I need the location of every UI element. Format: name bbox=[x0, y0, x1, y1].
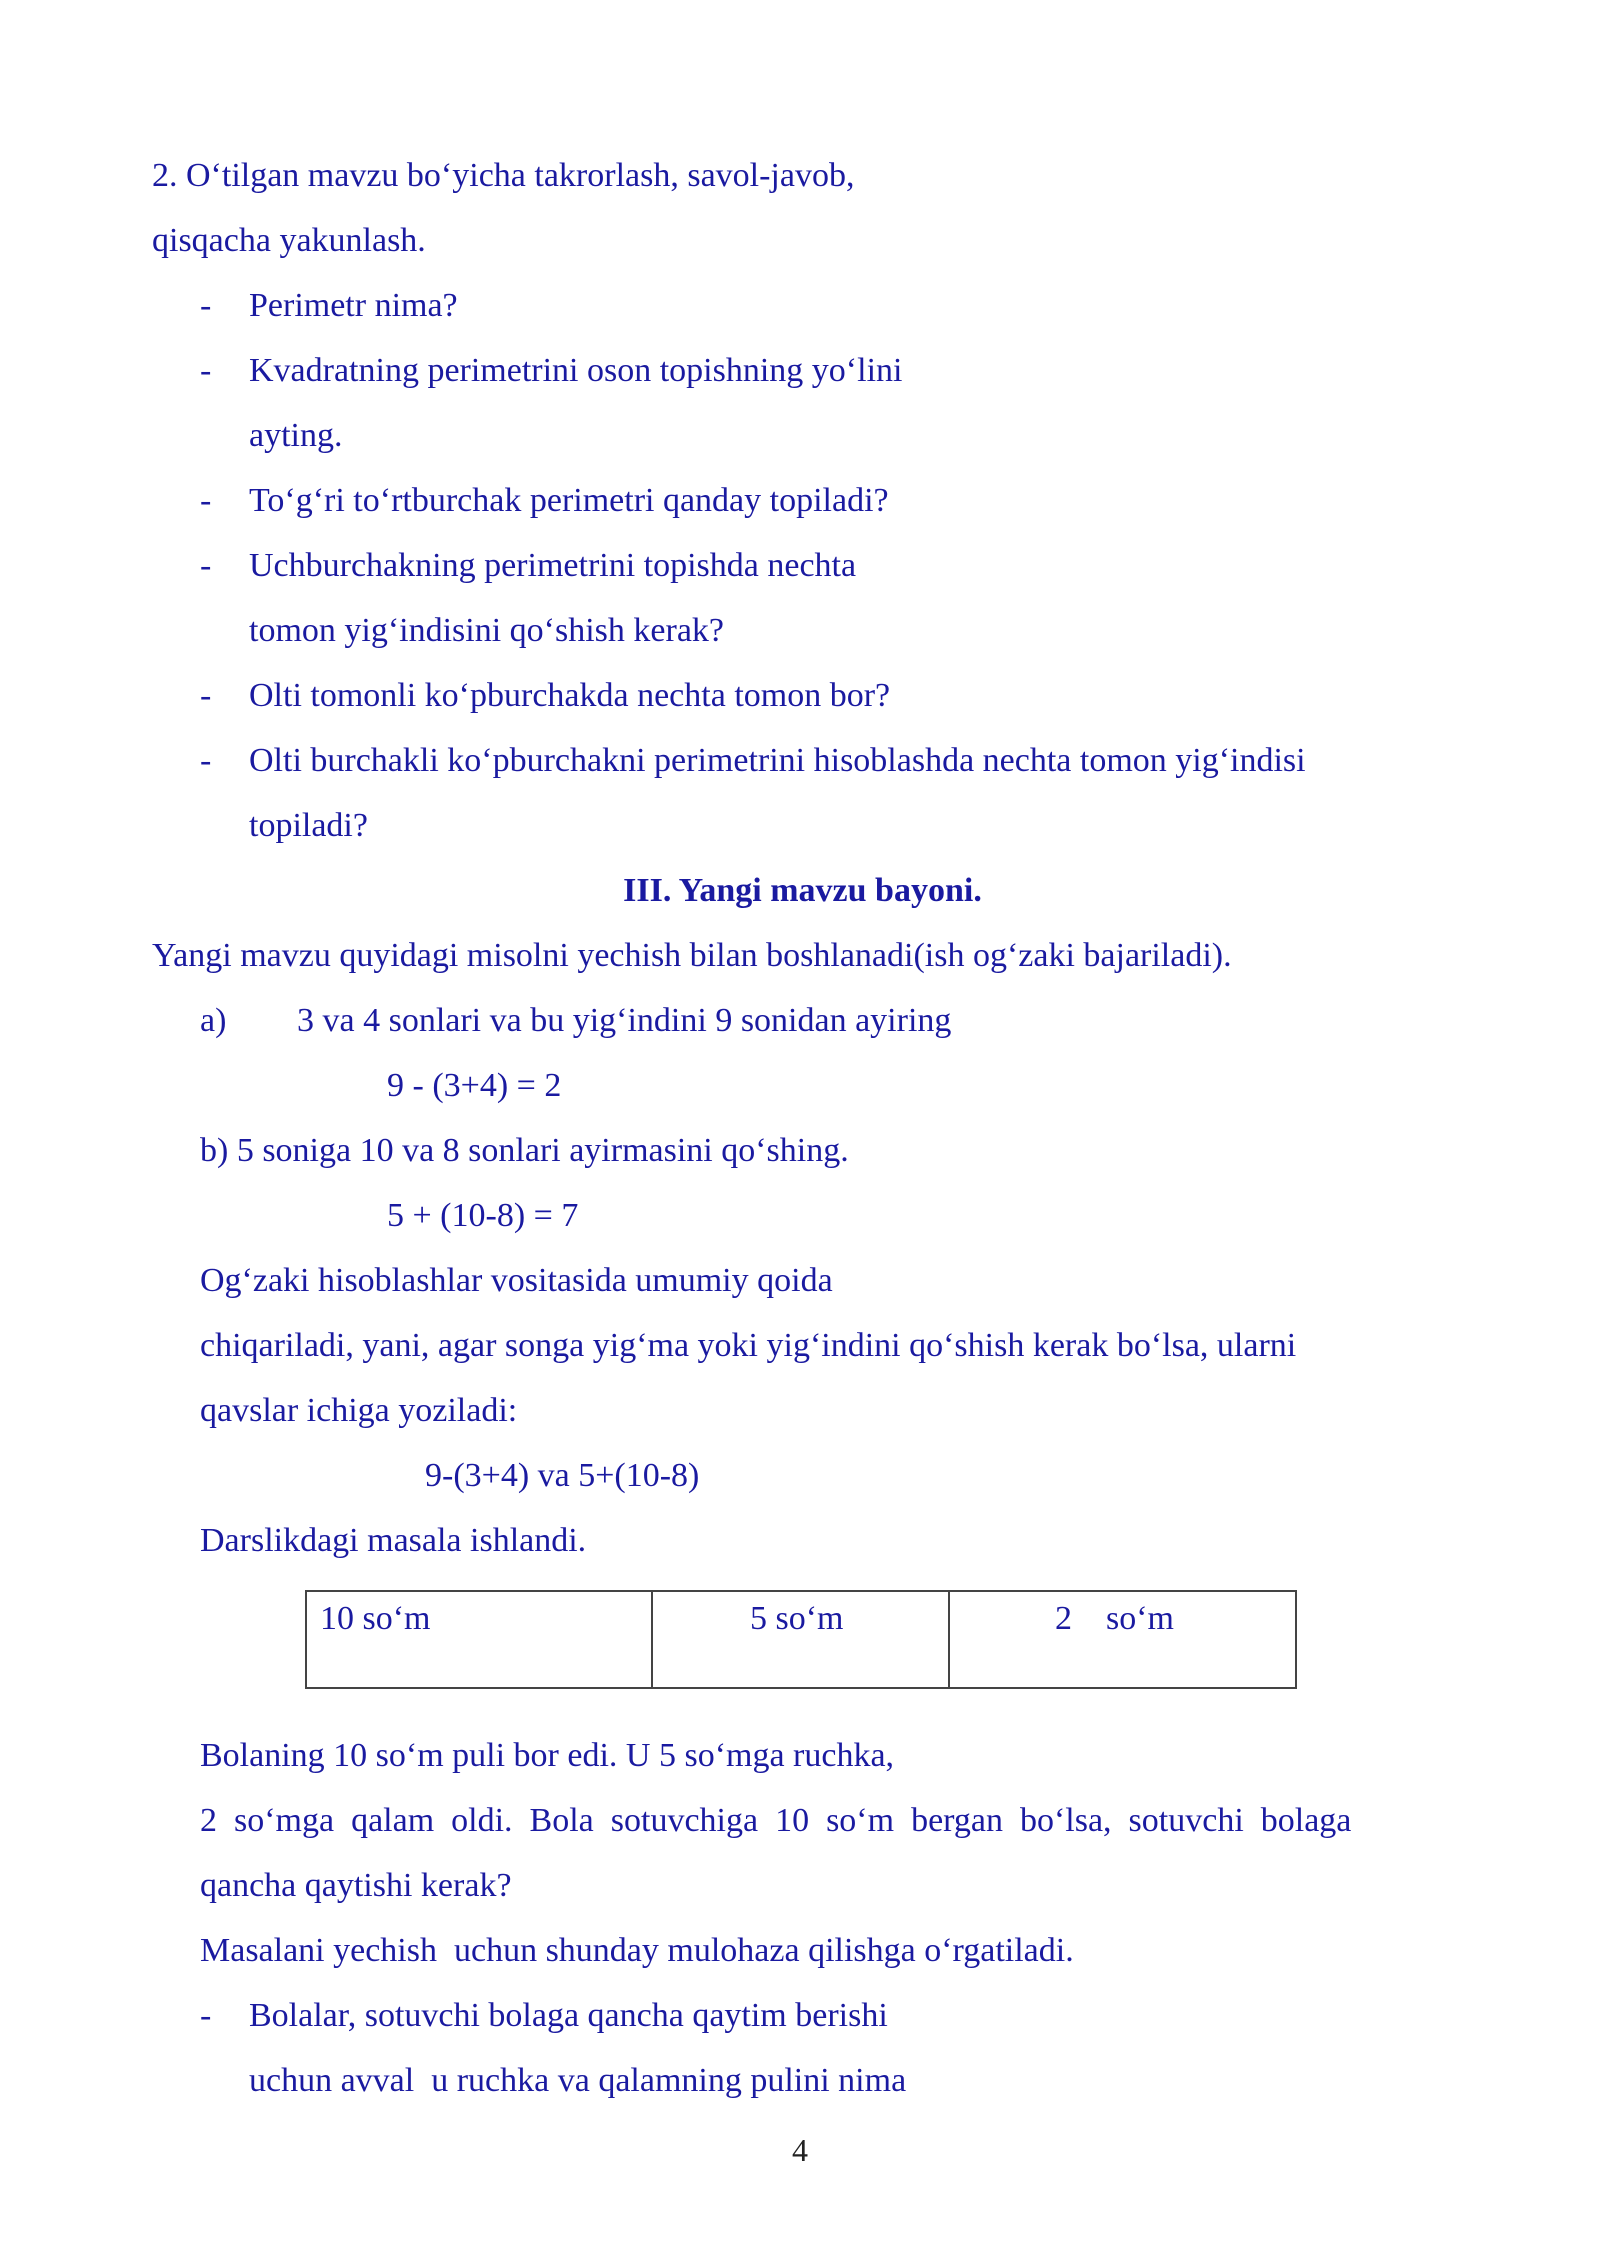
bullet-dash: - bbox=[200, 742, 212, 779]
question-rectangle: To‘g‘ri to‘rtburchak perimetri qanday topiladi? bbox=[249, 482, 889, 519]
question-triangle-line-1: Uchburchakning perimetrini topishda nechta bbox=[249, 547, 857, 584]
section-intro: Yangi mavzu quyidagi misolni yechish bilan boshlanadi(ish og‘zaki bajariladi). bbox=[152, 937, 1232, 974]
method-note: Masalani yechish uchun shunday mulohaza qilishga o‘rgatiladi. bbox=[200, 1932, 1074, 1969]
section-heading: III. Yangi mavzu bayoni. bbox=[623, 872, 982, 909]
question-hexagon-sides: Olti tomonli ko‘pburchakda nechta tomon bor? bbox=[249, 677, 891, 714]
table-row bbox=[306, 1591, 1296, 1688]
bullet-dash: - bbox=[200, 482, 212, 519]
example-b-text: b) 5 soniga 10 va 8 sonlari ayirmasini qo‘shing. bbox=[200, 1132, 849, 1169]
method-question-line-2: uchun avval u ruchka va qalamning pulini nima bbox=[249, 2062, 907, 2099]
amount-2-som: 2 so‘m bbox=[1055, 1600, 1174, 1637]
example-a-formula: 9 - (3+4) = 2 bbox=[387, 1067, 562, 1104]
question-hexagon-perimeter-line-1: Olti burchakli ko‘pburchakni perimetrini hisoblashda nechta tomon yig‘indisi bbox=[249, 742, 1306, 779]
question-triangle-line-2: tomon yig‘indisini qo‘shish kerak? bbox=[249, 612, 725, 649]
page-number: 4 bbox=[792, 2132, 808, 2168]
table-cell bbox=[652, 1591, 949, 1688]
bullet-dash: - bbox=[200, 352, 212, 389]
example-b-formula: 5 + (10-8) = 7 bbox=[387, 1197, 579, 1234]
example-a-text: 3 va 4 sonlari va bu yig‘indini 9 sonidan ayiring bbox=[297, 1002, 952, 1039]
table-cell bbox=[306, 1591, 652, 1688]
table-cell bbox=[949, 1591, 1296, 1688]
bullet-dash: - bbox=[200, 1997, 212, 2034]
rule-line-2: chiqariladi, yani, agar songa yig‘ma yoki yig‘indini qo‘shish kerak bo‘lsa, ularni bbox=[200, 1327, 1297, 1364]
bullet-dash: - bbox=[200, 547, 212, 584]
money-table bbox=[305, 1590, 1297, 1689]
problem-line-1: Bolaning 10 so‘m puli bor edi. U 5 so‘mga ruchka, bbox=[200, 1737, 895, 1774]
rule-line-1: Og‘zaki hisoblashlar vositasida umumiy qoida bbox=[200, 1262, 833, 1299]
review-line-2: qisqacha yakunlash. bbox=[152, 222, 426, 259]
question-square-line-1: Kvadratning perimetrini oson topishning yo‘lini bbox=[249, 352, 903, 389]
rule-line-3: qavslar ichiga yoziladi: bbox=[200, 1392, 518, 1429]
example-a-label: a) bbox=[200, 1002, 227, 1039]
problem-line-2: 2 so‘mga qalam oldi. Bola sotuvchiga 10 so‘m bergan bo‘lsa, sotuvchi bolaga bbox=[200, 1802, 1352, 1839]
amount-5-som: 5 so‘m bbox=[750, 1600, 844, 1637]
review-line-1: 2. O‘tilgan mavzu bo‘yicha takrorlash, savol-javob, bbox=[152, 157, 855, 194]
amount-10-som: 10 so‘m bbox=[320, 1600, 431, 1637]
question-perimeter: Perimetr nima? bbox=[249, 287, 458, 324]
bullet-dash: - bbox=[200, 677, 212, 714]
method-question-line-1: Bolalar, sotuvchi bolaga qancha qaytim berishi bbox=[249, 1997, 888, 2034]
rule-formula: 9-(3+4) va 5+(10-8) bbox=[425, 1457, 700, 1494]
bullet-dash: - bbox=[200, 287, 212, 324]
question-hexagon-perimeter-line-2: topiladi? bbox=[249, 807, 368, 844]
textbook-note: Darslikdagi masala ishlandi. bbox=[200, 1522, 587, 1559]
problem-line-3: qancha qaytishi kerak? bbox=[200, 1867, 512, 1904]
question-square-line-2: ayting. bbox=[249, 417, 343, 454]
